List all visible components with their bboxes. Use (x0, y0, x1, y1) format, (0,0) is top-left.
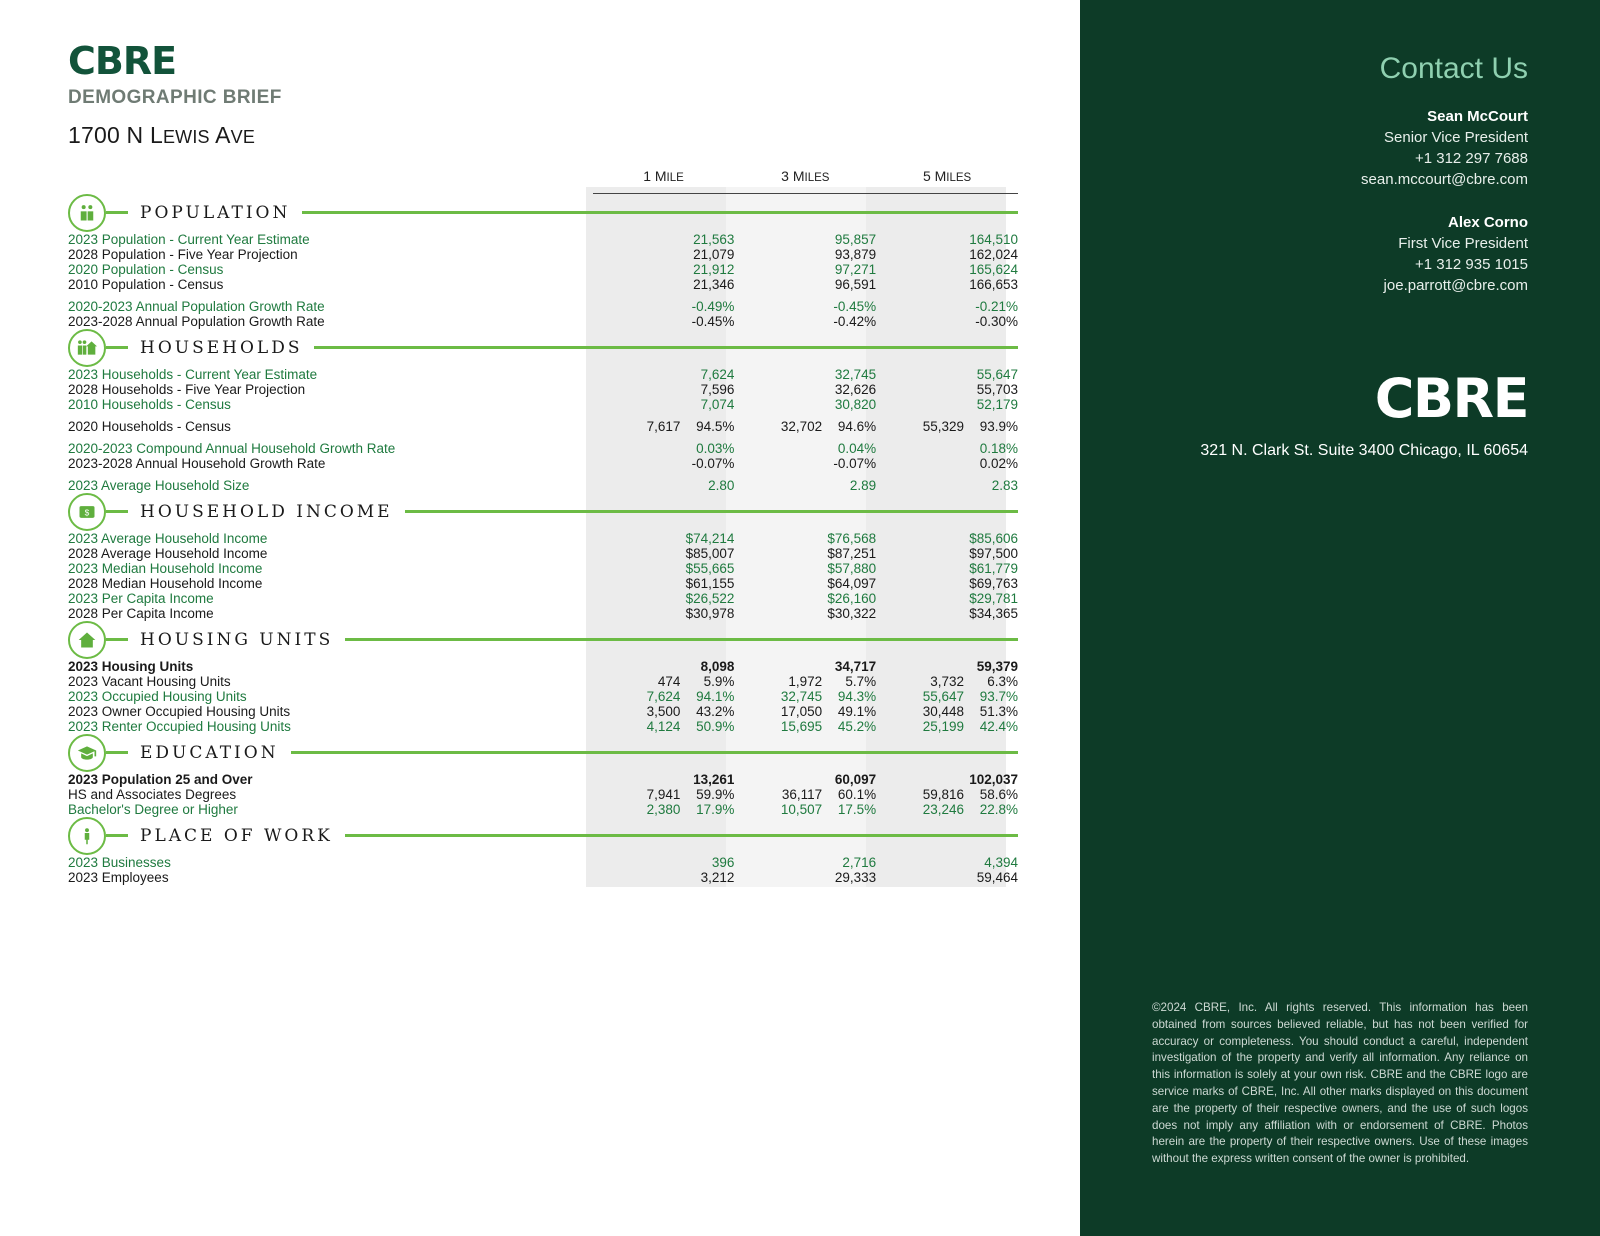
section-header-row (68, 193, 1018, 232)
row-value-1: $26,522 (685, 590, 735, 606)
table-column-headers (68, 163, 1018, 193)
row-value-number: 1,972 (788, 673, 823, 689)
row-value-number: 36,117 (781, 786, 823, 802)
row-value-2: -0.07% (833, 455, 877, 471)
row-value-2: 96,591 (834, 276, 877, 292)
row-spacer (68, 434, 1018, 441)
row-value-number: 15,695 (780, 718, 823, 734)
row-value-number: 7,624 (646, 688, 681, 704)
row-value-1: $61,155 (685, 575, 735, 591)
row-label: 2023 Renter Occupied Housing Units (68, 718, 291, 734)
contact-name: Alex Corno (1447, 214, 1528, 231)
section-rule (345, 638, 1018, 641)
row-value-1: 8,098 (700, 658, 735, 674)
row-value-1: 7,074 (700, 396, 735, 412)
section-dash (106, 751, 128, 754)
legal-disclaimer: ©2024 CBRE, Inc. All rights reserved. This information has been obtained from sources believed reliable, but has not been verified for accuracy or completeness. You should conduct a careful, independent investigation of the property and verify all information. Any reliance on this information is solely at your own risk. CBRE and the CBRE logo are service marks of CBRE, Inc. All other marks displayed on this document are the property of their respective owners, and the use of such logos does not imply any affiliation with or endorsement of CBRE. Photos herein are the property of their respective owners. Use of these images without the express written consent of the owner is prohibited. (1152, 1001, 1528, 1166)
row-value-1 (593, 704, 735, 719)
row-label: 2023 Businesses (68, 854, 171, 870)
row-value-3: $85,606 (969, 530, 1018, 546)
row-value-number: 59,816 (922, 786, 964, 802)
row-value-number: 4,124 (646, 718, 681, 734)
row-value-1: 21,079 (693, 246, 735, 262)
row-label: HS and Associates Degrees (68, 786, 237, 802)
row-value-percent: 22.8% (979, 801, 1018, 817)
row-label: 2028 Median Household Income (68, 575, 263, 591)
row-value-percent: 5.9% (703, 673, 735, 689)
row-value-2: $64,097 (827, 575, 877, 591)
row-label: 2010 Population - Census (68, 276, 224, 292)
row-value-3: 4,394 (984, 854, 1018, 870)
section-rule (291, 751, 1018, 754)
row-value-number: 7,941 (646, 786, 681, 802)
row-value-3: $97,500 (969, 545, 1018, 561)
row-label: 2023 Housing Units (68, 658, 194, 674)
row-value-1: $30,978 (685, 605, 735, 621)
row-value-percent: 94.1% (696, 688, 735, 704)
table-row (68, 419, 1018, 434)
row-value-2: 34,717 (834, 658, 877, 674)
section-rule (314, 346, 1018, 349)
row-label: 2020-2023 Annual Population Growth Rate (68, 298, 325, 314)
row-value-percent: 49.1% (837, 703, 877, 719)
row-label: 2028 Population - Five Year Projection (68, 246, 298, 262)
table-row (68, 659, 1018, 674)
cbre-logo-white: CBRE (1374, 367, 1528, 430)
row-value-1: 21,912 (693, 261, 735, 277)
demographics-table-wrapper (68, 163, 1018, 885)
row-value-percent: 60.1% (837, 786, 877, 802)
column-header-unit: ILE (666, 172, 684, 185)
row-value-2: 60,097 (834, 771, 877, 787)
row-value-percent: 45.2% (837, 718, 877, 734)
property-address (68, 122, 1080, 149)
section-header-place-of-work (68, 817, 1018, 855)
row-value-1 (593, 719, 735, 734)
households-icon (68, 329, 106, 367)
row-value-percent: 17.5% (837, 801, 877, 817)
row-label: 2010 Households - Census (68, 396, 231, 412)
row-value-2: 2,716 (842, 854, 877, 870)
row-value-1: 7,624 (700, 366, 735, 382)
row-value-1: $74,214 (685, 530, 735, 546)
row-value-number: 7,617 (646, 418, 681, 434)
row-value-2 (734, 674, 876, 689)
row-value-3 (876, 802, 1018, 817)
section-title: POPULATION (140, 202, 291, 223)
row-label: 2023 Occupied Housing Units (68, 688, 247, 704)
row-value-1 (593, 787, 735, 802)
row-value-number: 55,329 (922, 418, 964, 434)
row-value-2: 97,271 (834, 261, 877, 277)
section-header-population (68, 194, 1018, 232)
address-part-1: 1700 N L (68, 122, 163, 148)
table-row (68, 591, 1018, 606)
row-label: 2023-2028 Annual Household Growth Rate (68, 455, 326, 471)
table-row (68, 531, 1018, 546)
section-header-row (68, 621, 1018, 659)
row-value-2 (734, 802, 876, 817)
section-rule (345, 834, 1018, 837)
row-value-3: 55,703 (976, 381, 1018, 397)
row-value-2: $30,322 (827, 605, 877, 621)
row-value-number: 25,199 (922, 718, 964, 734)
demographics-table (68, 163, 1018, 885)
column-header-1 (593, 163, 735, 193)
row-value-percent: 17.9% (696, 801, 735, 817)
row-value-percent: 93.9% (979, 418, 1018, 434)
row-label: 2028 Per Capita Income (68, 605, 214, 621)
column-header-unit: ILES (946, 172, 972, 185)
row-label: 2023 Owner Occupied Housing Units (68, 703, 291, 719)
office-address: 321 N. Clark St. Suite 3400 Chicago, IL 60654 (1200, 442, 1528, 459)
row-value-2 (734, 419, 876, 434)
row-label: 2023 Average Household Income (68, 530, 268, 546)
table-row (68, 478, 1018, 493)
row-spacer (68, 412, 1018, 419)
table-row (68, 456, 1018, 471)
table-row (68, 704, 1018, 719)
row-value-3: 166,653 (969, 276, 1018, 292)
row-label: 2023 Population - Current Year Estimate (68, 231, 310, 247)
row-value-number: 30,448 (922, 703, 964, 719)
row-value-number: 2,380 (646, 801, 681, 817)
row-value-number: 55,647 (922, 688, 964, 704)
row-value-2: 32,626 (834, 381, 877, 397)
contact-title: Senior Vice President (1384, 129, 1528, 146)
column-header-3 (876, 163, 1018, 193)
section-header-row (68, 329, 1018, 367)
row-value-2 (734, 704, 876, 719)
address-part-2: EWIS (162, 127, 210, 147)
svg-text:$: $ (84, 506, 90, 517)
section-header-row (68, 493, 1018, 531)
table-row (68, 299, 1018, 314)
row-value-2: -0.42% (833, 313, 877, 329)
row-value-3: 59,379 (976, 658, 1018, 674)
row-value-number: 23,246 (922, 801, 964, 817)
row-value-3: 0.18% (979, 440, 1018, 456)
row-value-1 (593, 689, 735, 704)
address-part-4: VE (230, 127, 256, 147)
row-value-3 (876, 719, 1018, 734)
contact-email[interactable]: sean.mccourt@cbre.com (1361, 171, 1528, 188)
row-value-1 (593, 802, 735, 817)
column-header-number: 1 M (643, 168, 667, 185)
section-header-row (68, 817, 1018, 855)
row-value-2: 2.89 (849, 477, 877, 493)
column-header-2 (734, 163, 876, 193)
table-row (68, 441, 1018, 456)
row-label: 2020 Households - Census (68, 418, 231, 434)
section-header-household-income (68, 493, 1018, 531)
section-dash (106, 638, 128, 641)
row-value-number: 3,732 (930, 673, 964, 689)
row-value-percent: 59.9% (696, 786, 735, 802)
table-row (68, 262, 1018, 277)
row-value-1: $55,665 (685, 560, 735, 576)
contact-panel (1080, 0, 1600, 1236)
contact-email[interactable]: joe.parrott@cbre.com (1383, 277, 1528, 294)
row-label: 2028 Average Household Income (68, 545, 268, 561)
row-value-1: 396 (711, 854, 735, 870)
row-value-1: -0.45% (691, 313, 735, 329)
row-value-2: $26,160 (827, 590, 877, 606)
row-value-number: 17,050 (780, 703, 823, 719)
row-value-2: 95,857 (834, 231, 877, 247)
row-value-3: -0.21% (975, 298, 1018, 314)
row-value-1: $85,007 (685, 545, 735, 561)
row-value-number: 474 (657, 673, 681, 689)
row-value-number: 3,500 (646, 703, 681, 719)
row-value-3: 2.83 (991, 477, 1018, 493)
table-row (68, 561, 1018, 576)
row-value-percent: 94.5% (696, 418, 735, 434)
row-value-2 (734, 689, 876, 704)
column-header-number: 5 M (922, 168, 947, 185)
row-value-percent: 43.2% (696, 703, 735, 719)
section-header-housing-units (68, 621, 1018, 659)
row-value-1: -0.49% (691, 298, 735, 314)
row-value-percent: 58.6% (979, 786, 1018, 802)
row-value-1: 13,261 (693, 771, 735, 787)
table-row (68, 247, 1018, 262)
row-value-2: $57,880 (827, 560, 877, 576)
row-label: 2023 Vacant Housing Units (68, 673, 231, 689)
contact-heading: Contact Us (1379, 52, 1528, 85)
row-value-1 (593, 674, 735, 689)
row-value-3 (876, 674, 1018, 689)
row-value-1: -0.07% (691, 455, 735, 471)
contact-title: First Vice President (1398, 235, 1528, 252)
section-dash (106, 834, 128, 837)
section-rule (405, 510, 1018, 513)
row-value-3 (876, 787, 1018, 802)
row-value-percent: 5.7% (845, 673, 877, 689)
row-value-percent: 51.3% (979, 703, 1018, 719)
table-row (68, 606, 1018, 621)
education-icon (68, 734, 106, 772)
row-value-3: 55,647 (976, 366, 1018, 382)
row-value-percent: 6.3% (987, 673, 1018, 689)
population-icon (68, 194, 106, 232)
row-value-2 (734, 719, 876, 734)
row-value-2 (734, 787, 876, 802)
row-label: 2023 Population 25 and Over (68, 771, 253, 787)
row-label: 2028 Households - Five Year Projection (68, 381, 306, 397)
row-value-2: 32,745 (834, 366, 877, 382)
row-value-percent: 94.3% (837, 688, 877, 704)
row-value-1: 21,346 (693, 276, 735, 292)
table-row (68, 314, 1018, 329)
income-icon (68, 493, 106, 531)
contact-phone[interactable]: +1 312 935 1015 (1414, 256, 1528, 273)
housing-icon (68, 621, 106, 659)
row-value-3: 102,037 (969, 771, 1018, 787)
table-row (68, 576, 1018, 591)
row-value-3 (876, 689, 1018, 704)
row-value-1: 0.03% (696, 440, 735, 456)
row-value-3: 164,510 (969, 231, 1018, 247)
contact-name: Sean McCourt (1427, 108, 1528, 125)
row-value-1 (593, 419, 735, 434)
contact-card-2 (1080, 214, 1600, 294)
row-label: 2023 Employees (68, 869, 169, 885)
row-value-2: $87,251 (827, 545, 877, 561)
section-title: HOUSING UNITS (140, 629, 334, 650)
table-row (68, 367, 1018, 382)
row-value-3 (876, 419, 1018, 434)
table-row (68, 787, 1018, 802)
section-title: PLACE OF WORK (140, 825, 333, 846)
row-spacer (68, 292, 1018, 299)
row-label: Bachelor's Degree or Higher (68, 801, 238, 817)
header-spacer (68, 163, 593, 193)
row-label: 2023 Households - Current Year Estimate (68, 366, 318, 382)
table-row (68, 855, 1018, 870)
row-value-3: 59,464 (976, 869, 1018, 885)
row-value-2: -0.45% (833, 298, 877, 314)
row-value-percent: 93.7% (979, 688, 1018, 704)
row-value-3 (876, 704, 1018, 719)
table-row (68, 719, 1018, 734)
table-row (68, 397, 1018, 412)
row-value-3: 162,024 (969, 246, 1018, 262)
row-value-3: -0.30% (975, 313, 1018, 329)
table-row (68, 277, 1018, 292)
section-dash (106, 211, 128, 214)
row-value-number: 32,702 (780, 418, 823, 434)
row-label: 2023-2028 Annual Population Growth Rate (68, 313, 325, 329)
row-value-2: $76,568 (827, 530, 877, 546)
row-value-3: $69,763 (969, 575, 1018, 591)
table-row (68, 382, 1018, 397)
table-row (68, 674, 1018, 689)
address-part-3: A (209, 122, 231, 148)
row-value-1: 21,563 (693, 231, 735, 247)
row-value-2: 29,333 (834, 869, 877, 885)
table-row (68, 870, 1018, 885)
row-value-3: 165,624 (969, 261, 1018, 277)
row-value-1: 3,212 (700, 869, 735, 885)
table-row (68, 546, 1018, 561)
table-row (68, 689, 1018, 704)
row-value-1: 7,596 (700, 381, 735, 397)
row-value-3: $29,781 (969, 590, 1018, 606)
table-row (68, 772, 1018, 787)
column-header-number: 3 M (781, 168, 805, 185)
section-header-education (68, 734, 1018, 772)
section-title: HOUSEHOLDS (140, 337, 303, 358)
row-value-percent: 50.9% (696, 718, 735, 734)
document-subtitle: DEMOGRAPHIC BRIEF (68, 87, 282, 108)
row-value-3: $34,365 (969, 605, 1018, 621)
row-value-2: 0.04% (837, 440, 877, 456)
contact-card-1 (1080, 108, 1600, 188)
row-value-3: $61,779 (969, 560, 1018, 576)
section-dash (106, 510, 128, 513)
row-label: 2023 Per Capita Income (68, 590, 214, 606)
section-header-row (68, 734, 1018, 772)
row-spacer (68, 471, 1018, 478)
section-title: EDUCATION (140, 742, 279, 763)
row-value-number: 10,507 (780, 801, 823, 817)
row-value-2: 93,879 (834, 246, 877, 262)
section-rule (302, 211, 1018, 214)
section-title: HOUSEHOLD INCOME (140, 501, 393, 522)
row-value-1: 2.80 (708, 477, 735, 493)
row-label: 2023 Median Household Income (68, 560, 263, 576)
row-label: 2023 Average Household Size (68, 477, 250, 493)
row-value-3: 0.02% (979, 455, 1018, 471)
row-label: 2020-2023 Compound Annual Household Growth Rate (68, 440, 396, 456)
section-dash (106, 346, 128, 349)
cbre-logo: CBRE (68, 39, 177, 83)
row-value-number: 32,745 (780, 688, 823, 704)
table-row (68, 802, 1018, 817)
work-icon (68, 817, 106, 855)
row-value-3: 52,179 (976, 396, 1018, 412)
contact-phone[interactable]: +1 312 297 7688 (1414, 150, 1528, 167)
row-label: 2020 Population - Census (68, 261, 224, 277)
row-value-2: 30,820 (834, 396, 877, 412)
section-header-households (68, 329, 1018, 367)
row-value-percent: 94.6% (837, 418, 877, 434)
table-row (68, 232, 1018, 247)
column-header-unit: ILES (804, 172, 830, 185)
row-value-percent: 42.4% (979, 718, 1018, 734)
